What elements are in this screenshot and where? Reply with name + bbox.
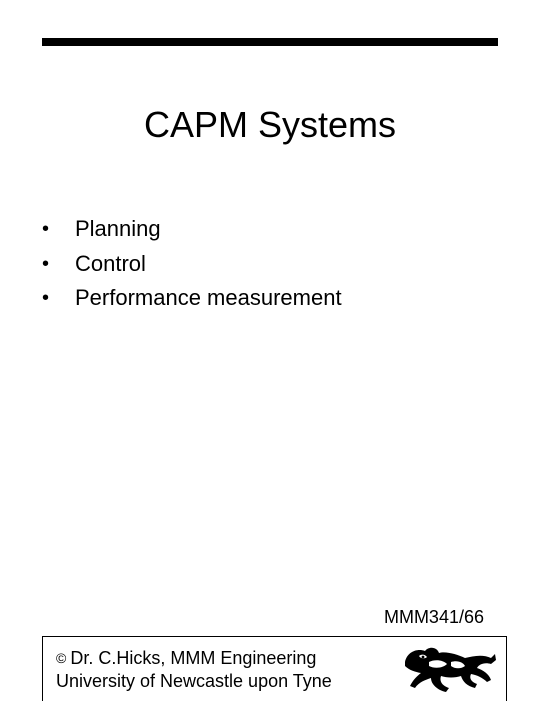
footer-credit: [56, 647, 332, 693]
footer-line-1: [56, 647, 332, 670]
footer-line-2: University of Newcastle upon Tyne: [56, 671, 332, 691]
bullet-text: Performance measurement: [75, 285, 342, 310]
footer: [42, 636, 507, 701]
bullet-text: Planning: [75, 216, 161, 241]
bullet-text: Control: [75, 250, 146, 276]
bullet-item-planning: [42, 212, 342, 247]
slide-title: CAPM Systems: [143, 104, 397, 145]
lion-crest-icon: [399, 642, 499, 694]
bullet-icon: •: [42, 287, 50, 309]
bullet-list: [42, 212, 342, 316]
bullet-item-control: [42, 247, 342, 282]
bullet-icon: •: [42, 252, 50, 275]
bullet-item-performance-measurement: [42, 281, 342, 316]
top-divider: [42, 38, 498, 46]
copyright-icon: ©: [56, 650, 67, 666]
course-code: MMM341/66: [383, 607, 484, 627]
bullet-icon: •: [42, 218, 50, 240]
footer-author: Dr. C.Hicks, MMM Engineering: [70, 648, 317, 668]
